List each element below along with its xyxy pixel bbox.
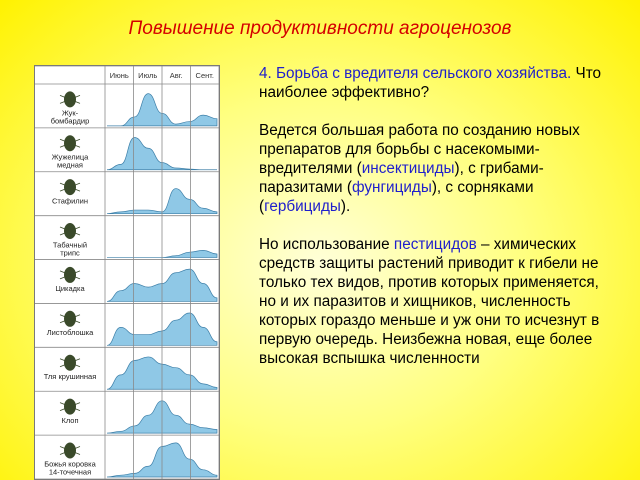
- insect-label: Жук-: [61, 108, 79, 118]
- month-label: Июнь: [109, 71, 129, 80]
- paragraph-pesticides: [259, 235, 619, 368]
- paragraph-preparations: [259, 121, 619, 216]
- month-label: Сент.: [195, 71, 214, 80]
- insect-label: Жужелица: [51, 152, 89, 162]
- insect-label: Стафилин: [51, 196, 89, 206]
- text-span: ), с грибами-паразитами (: [259, 160, 544, 196]
- insect-label: Тля крушинная: [43, 371, 97, 381]
- insect-population-figure: [34, 65, 220, 480]
- text-span: Но использование: [259, 236, 394, 253]
- slide-title: Повышение продуктивности агроценозов: [128, 18, 512, 39]
- insect-label: бомбардир: [50, 116, 90, 126]
- keyword-insecticides: инсектициды: [361, 160, 455, 177]
- keyword-pesticides: пестицидов: [393, 236, 477, 253]
- keyword-fungicides: фунгициды: [351, 179, 432, 196]
- heading-paragraph: [259, 64, 619, 102]
- insect-label: Табачный: [52, 240, 88, 250]
- population-grid: [35, 66, 219, 479]
- insect-label: Божья коровка: [44, 459, 96, 469]
- insect-label: Листоблошка: [46, 328, 94, 338]
- keyword-herbicides: гербициды: [264, 198, 341, 215]
- month-label: Июль: [138, 71, 158, 80]
- heading-number: 4. Борьба с вредителя сельского хозяйства.: [259, 65, 572, 82]
- insect-label: медная: [57, 160, 83, 170]
- insect-label: 14-точечная: [48, 467, 92, 477]
- insect-label: Цикадка: [55, 284, 85, 294]
- month-label: Авг.: [169, 71, 183, 80]
- text-block: [259, 64, 619, 387]
- text-span: ), с сорняками (: [259, 179, 534, 215]
- insect-label: Клоп: [61, 415, 79, 425]
- text-span: Ведется большая работа по созданию новых препаратов для борьбы с насекомыми-вредителями (: [259, 122, 580, 177]
- heading-question: Что наиболее эффективно?: [259, 65, 602, 101]
- insect-label: трипс: [60, 248, 80, 258]
- text-span: ).: [340, 198, 351, 215]
- text-span: – химических средств защиты растений приводит к гибели не только тех видов, против которых применяется, но и их паразитов и хищников, численность которых гораздо меньше и уж они то исчезнут в первую очередь. Неизбежна новая, еще более высокая вспышка численности: [259, 236, 600, 367]
